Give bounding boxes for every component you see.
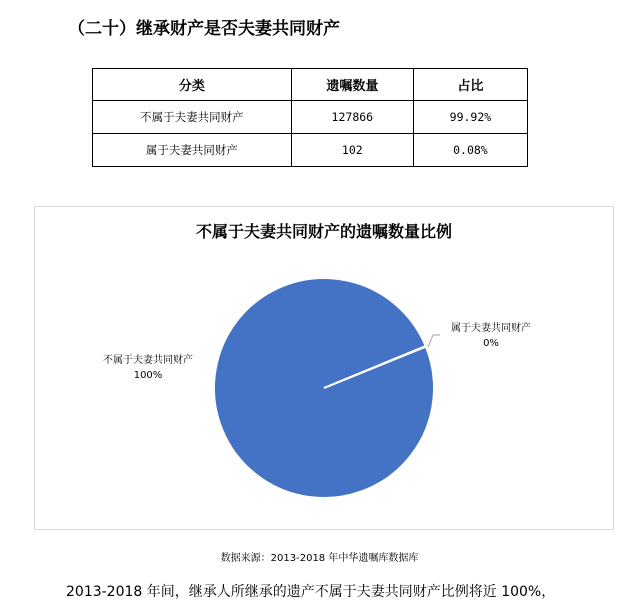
data-label-major: [81, 353, 215, 383]
pie-chart: [34, 206, 614, 530]
data-label-minor-category: 属于夫妻共同财产: [451, 323, 531, 334]
table-cell-category: 不属于夫妻共同财产: [93, 101, 292, 134]
data-label-major-category: 不属于夫妻共同财产: [103, 355, 193, 366]
section-heading: （二十）继承财产是否夫妻共同财产: [68, 19, 340, 39]
table-cell-category: 属于夫妻共同财产: [93, 134, 292, 167]
table-cell-count: 102: [291, 134, 413, 167]
table-row: [93, 134, 528, 167]
column-header-count: 遗嘱数量: [291, 69, 413, 101]
source-note: 数据来源：2013-2018 年中华遗嘱库数据库: [220, 553, 419, 564]
data-label-minor: [431, 321, 551, 351]
data-label-minor-value: 0%: [483, 338, 499, 349]
table-row: [93, 101, 528, 134]
data-table: [92, 68, 528, 167]
data-label-major-value: 100%: [133, 370, 163, 381]
column-header-share: 占比: [413, 69, 527, 101]
column-header-category: 分类: [93, 69, 292, 101]
chart-title: 不属于夫妻共同财产的遗嘱数量比例: [195, 222, 452, 241]
table-cell-count: 127866: [291, 101, 413, 134]
table-cell-share: 99.92%: [413, 101, 527, 134]
body-paragraph: 2013-2018 年间，继承人所继承的遗产不属于夫妻共同财产比例将近 100%，: [66, 584, 556, 600]
table-header-row: [93, 69, 528, 101]
table-cell-share: 0.08%: [413, 134, 527, 167]
